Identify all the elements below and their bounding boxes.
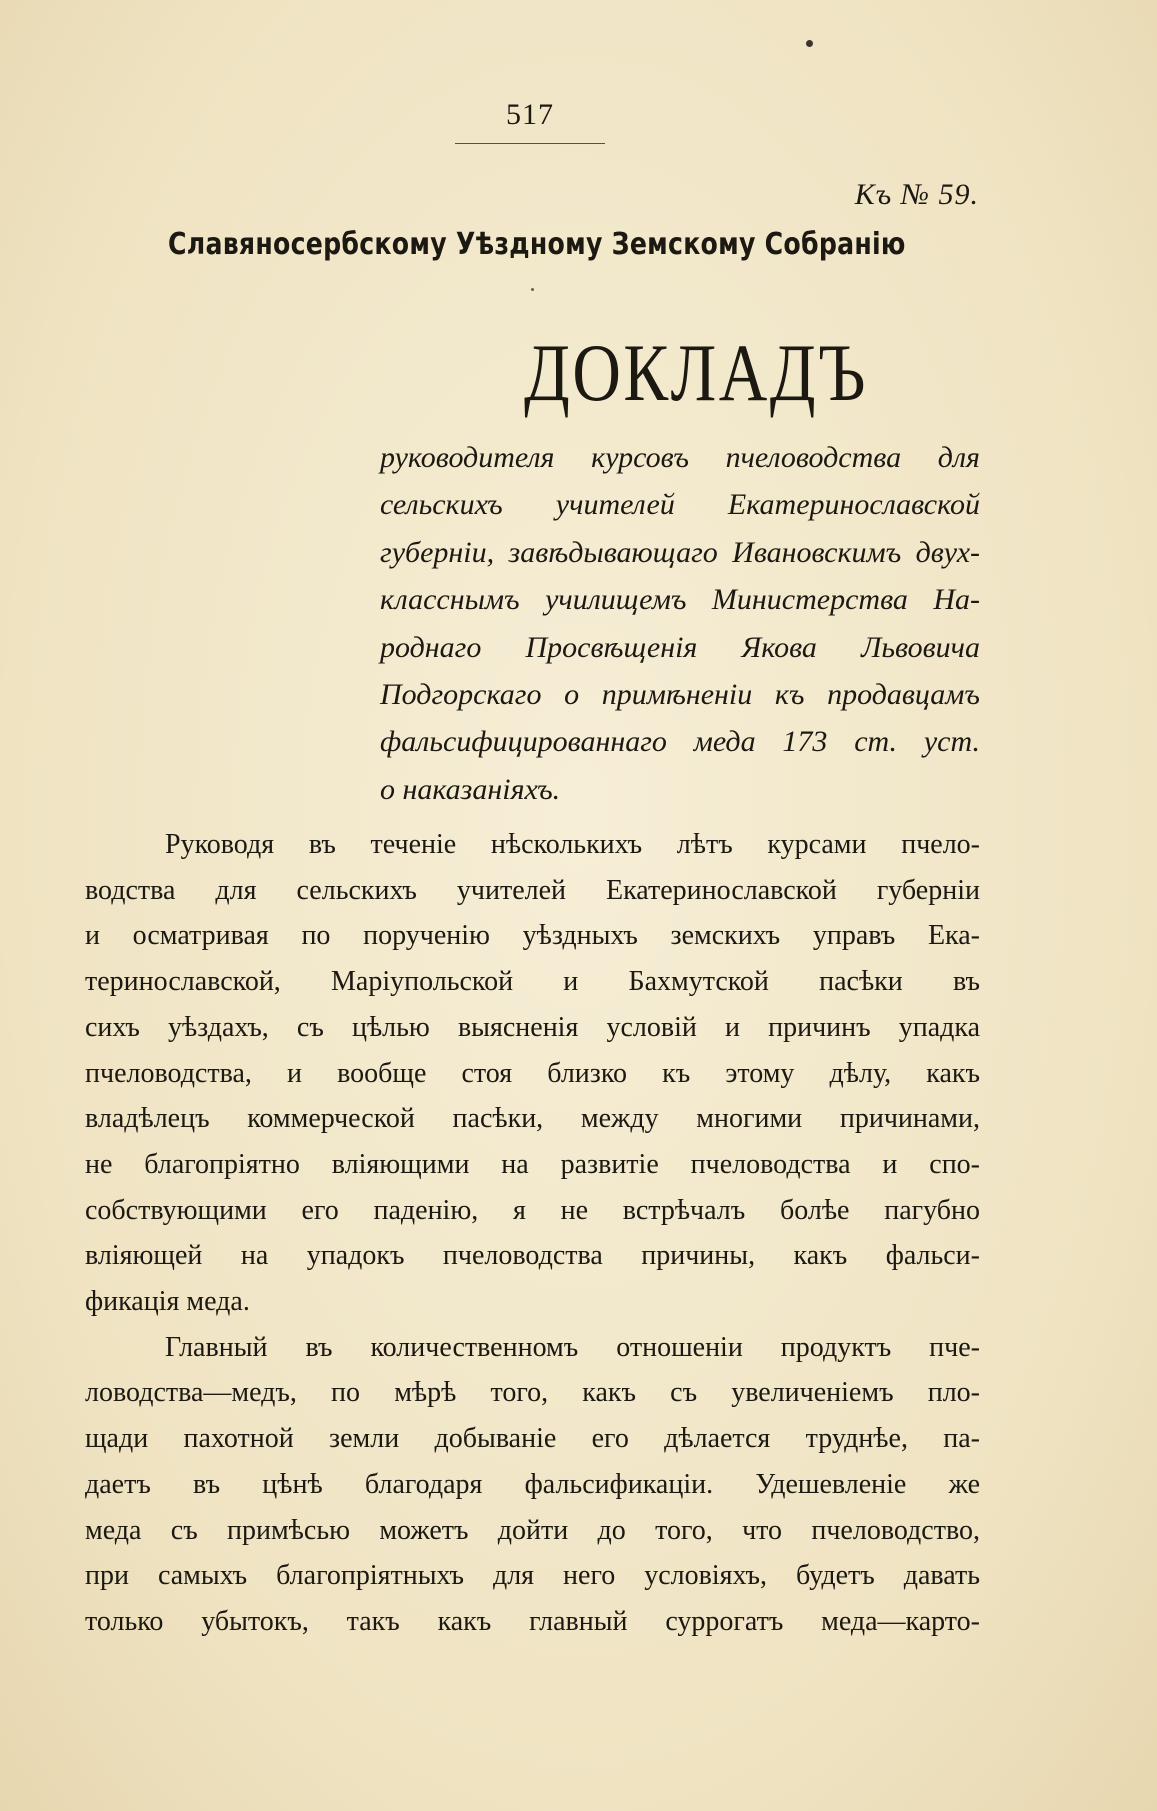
paragraph-line: теринославской, Маріупольской и Бахмутской пасѣки въ	[85, 966, 980, 998]
paragraph-line: и осматривая по порученію уѣздныхъ земскихъ управъ Ека-	[85, 920, 980, 952]
paragraph-line: владѣлецъ коммерческой пасѣки, между многими причинами,	[85, 1103, 980, 1135]
subtitle-line: сельскихъ учителей Екатеринославской	[380, 488, 980, 522]
document-title: ДОКЛАДЪ	[524, 327, 869, 418]
page-number: 517	[506, 98, 554, 131]
subtitle-line: губерніи, завѣдывающаго Ивановскимъ двух-	[380, 535, 980, 569]
paragraph-line: даетъ въ цѣнѣ благодаря фальсификаціи. Удешевленіе же	[85, 1468, 980, 1500]
paragraph-line: при самыхъ благопріятныхъ для него условіяхъ, будетъ давать	[85, 1560, 980, 1592]
ink-speck	[806, 40, 813, 47]
paragraph-line: водства для сельскихъ учителей Екатеринославской губерніи	[85, 874, 980, 906]
paragraph-line: только убытокъ, такъ какъ главный суррогатъ меда—карто-	[85, 1605, 980, 1637]
paragraph-line: щади пахотной земли добываніе его дѣлается труднѣе, па-	[85, 1423, 980, 1455]
paragraph-1	[85, 822, 980, 1325]
paragraph-line: собствующими его паденію, я не встрѣчалъ болѣе пагубно	[85, 1194, 980, 1226]
paragraph-line: пчеловодства, и вообще стоя близко къ этому дѣлу, какъ	[85, 1057, 980, 1089]
paragraph-line: не благопріятно вліяющими на развитіе пчеловодства и спо-	[85, 1148, 980, 1180]
dot-mark	[531, 288, 534, 291]
subtitle-line: роднаго Просвѣщенія Якова Львовича	[380, 630, 980, 664]
document-reference: Къ № 59.	[854, 178, 979, 211]
page-number-rule	[455, 143, 605, 144]
subtitle-line: руководителя курсовъ пчеловодства для	[380, 441, 980, 474]
addressee-heading: Славяносербскому Уѣздному Земскому Собранію	[168, 227, 906, 262]
subtitle-line: Подгорскаго о примѣненіи къ продавцамъ	[380, 678, 980, 712]
subtitle-line: класснымъ училищемъ Министерства На-	[380, 583, 980, 617]
subtitle-line: фальсифицированнаго меда 173 ст. уст.	[380, 725, 980, 759]
subtitle-line: о наказаніяхъ.	[380, 772, 561, 806]
paragraph-2	[85, 1325, 980, 1645]
paragraph-line: Руководя въ теченіе нѣсколькихъ лѣтъ курсами пчело-	[165, 829, 980, 860]
body-text	[85, 822, 980, 1645]
paragraph-line: сихъ уѣздахъ, съ цѣлью выясненія условій и причинъ упадка	[85, 1011, 980, 1043]
paragraph-line: ловодства—медъ, по мѣрѣ того, какъ съ увеличеніемъ пло-	[85, 1377, 980, 1409]
paragraph-line: Главный въ количественномъ отношеніи продуктъ пче-	[165, 1331, 980, 1363]
paragraph-line: меда съ примѣсью можетъ дойти до того, что пчеловодство,	[85, 1514, 980, 1546]
paragraph-line: вліяющей на упадокъ пчеловодства причины, какъ фальси-	[85, 1240, 980, 1272]
paragraph-line: фикація меда.	[85, 1286, 250, 1318]
report-subtitle	[380, 434, 980, 813]
